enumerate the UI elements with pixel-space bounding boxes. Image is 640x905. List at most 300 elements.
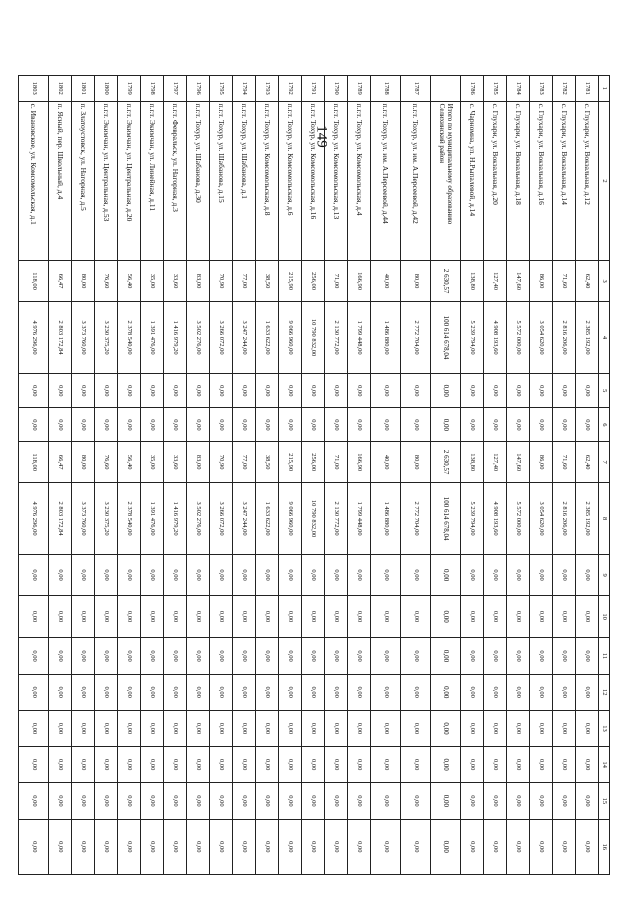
table-row: [256, 76, 279, 875]
value-cell: 0,00: [530, 819, 553, 875]
value-cell: 0,00: [461, 374, 484, 408]
value-cell: 3 230 375,20: [95, 482, 118, 554]
value-cell: 1 486 880,00: [371, 301, 401, 373]
value-cell: 0,00: [507, 555, 530, 595]
value-cell: 0,00: [576, 555, 599, 595]
value-cell: 0,00: [553, 638, 576, 674]
value-cell: 0,00: [256, 747, 279, 783]
value-cell: 0,00: [187, 374, 210, 408]
value-cell: 0,00: [348, 374, 371, 408]
value-cell: 0,00: [431, 783, 461, 819]
value-cell: 5 239 794,00: [461, 301, 484, 373]
value-cell: 0,00: [72, 408, 95, 442]
value-cell: 0,00: [302, 783, 325, 819]
value-cell: 0,00: [401, 408, 431, 442]
value-cell: 33,60: [164, 442, 187, 482]
table-row: [530, 76, 553, 875]
value-cell: 0,00: [431, 747, 461, 783]
value-cell: 0,00: [118, 674, 141, 710]
value-cell: 0,00: [141, 710, 164, 746]
row-index-cell: 1793: [256, 76, 279, 102]
value-cell: 0,00: [95, 374, 118, 408]
value-cell: 0,00: [401, 374, 431, 408]
value-cell: 0,00: [233, 595, 256, 638]
value-cell: 0,00: [210, 408, 233, 442]
value-cell: 0,00: [49, 638, 72, 674]
row-index-cell: 1799: [118, 76, 141, 102]
table-row: [141, 76, 164, 875]
value-cell: 0,00: [233, 819, 256, 875]
value-cell: 0,00: [348, 674, 371, 710]
value-cell: 0,00: [530, 638, 553, 674]
column-header: 15: [599, 783, 610, 819]
address-cell: с. Чарномна, ул. Н.Рыпалевой, д.14: [461, 101, 484, 261]
value-cell: 0,00: [484, 819, 507, 875]
value-cell: 0,00: [461, 638, 484, 674]
address-cell: п.г.т. Тохур, ул. Шабанова, д.15: [210, 101, 233, 261]
value-cell: 0,00: [164, 783, 187, 819]
value-cell: 0,00: [72, 747, 95, 783]
table-row: [279, 76, 302, 875]
value-cell: 0,00: [507, 408, 530, 442]
value-cell: 56,40: [118, 261, 141, 301]
address-cell: Итого по муниципальному образованию Селихинский район: [431, 101, 461, 261]
value-cell: 0,00: [49, 710, 72, 746]
value-cell: 0,00: [401, 819, 431, 875]
value-cell: 0,00: [279, 638, 302, 674]
value-cell: 0,00: [187, 408, 210, 442]
value-cell: 0,00: [576, 408, 599, 442]
value-cell: 0,00: [187, 555, 210, 595]
value-cell: 0,00: [431, 638, 461, 674]
value-cell: 138,80: [461, 442, 484, 482]
value-cell: 71,60: [553, 261, 576, 301]
value-cell: 0,00: [348, 819, 371, 875]
table-row: [118, 76, 141, 875]
column-header: 2: [599, 101, 610, 261]
value-cell: 0,00: [325, 374, 348, 408]
value-cell: 0,00: [49, 374, 72, 408]
address-cell: с. Глухари, ул. Вокзальная, д.16: [530, 101, 553, 261]
value-cell: 62,40: [576, 442, 599, 482]
address-cell: п.г.т. Тохур, ул. Комсомольская, д.16: [302, 101, 325, 261]
column-header: 13: [599, 710, 610, 746]
row-index-cell: 1787: [401, 76, 431, 102]
value-cell: 0,00: [72, 710, 95, 746]
table-row: [187, 76, 210, 875]
row-index-cell: 1791: [302, 76, 325, 102]
table-row: [431, 76, 461, 875]
value-cell: 0,00: [141, 783, 164, 819]
value-cell: 0,00: [530, 555, 553, 595]
value-cell: 0,00: [507, 710, 530, 746]
value-cell: 0,00: [302, 819, 325, 875]
row-index-cell: 1781: [576, 76, 599, 102]
value-cell: 0,00: [49, 555, 72, 595]
row-index-cell: 1800: [95, 76, 118, 102]
value-cell: 0,00: [72, 783, 95, 819]
table-row: [553, 76, 576, 875]
value-cell: 0,00: [256, 595, 279, 638]
value-cell: 0,00: [233, 747, 256, 783]
value-cell: 86,00: [530, 261, 553, 301]
value-cell: 0,00: [401, 555, 431, 595]
value-cell: 0,00: [371, 674, 401, 710]
column-header: 8: [599, 482, 610, 554]
value-cell: 0,00: [302, 674, 325, 710]
value-cell: 9 066 960,00: [279, 301, 302, 373]
value-cell: 1 416 979,20: [164, 482, 187, 554]
value-cell: 0,00: [553, 674, 576, 710]
value-cell: 0,00: [371, 555, 401, 595]
row-index-cell: 1783: [530, 76, 553, 102]
value-cell: 0,00: [348, 555, 371, 595]
row-index-cell: 1789: [348, 76, 371, 102]
value-cell: 0,00: [72, 638, 95, 674]
value-cell: 0,00: [507, 638, 530, 674]
value-cell: 0,00: [576, 595, 599, 638]
value-cell: 80,00: [401, 442, 431, 482]
value-cell: 0,00: [431, 819, 461, 875]
value-cell: 0,00: [141, 747, 164, 783]
value-cell: 0,00: [576, 747, 599, 783]
table-row: [484, 76, 507, 875]
address-cell: п.г.т. Тохур, ул. им. А.Персеевой, д.44: [371, 101, 401, 261]
table-row: [49, 76, 72, 875]
value-cell: 2 772 704,00: [401, 301, 431, 373]
value-cell: 0,00: [19, 783, 49, 819]
value-cell: 0,00: [530, 408, 553, 442]
value-cell: 0,00: [210, 674, 233, 710]
value-cell: 118,00: [19, 442, 49, 482]
value-cell: 0,00: [210, 374, 233, 408]
table-row: [371, 76, 401, 875]
housing-register-table: [18, 75, 610, 875]
address-cell: с. Глухари, ул. Вокзальная, д.12: [576, 101, 599, 261]
value-cell: 40,00: [371, 442, 401, 482]
address-cell: с. Глухари, ул. Вокзальная, д.14: [553, 101, 576, 261]
value-cell: 0,00: [431, 674, 461, 710]
value-cell: 0,00: [401, 783, 431, 819]
table-row: [72, 76, 95, 875]
address-cell: п.г.т. Экимчан, ул. Линейная, д.11: [141, 101, 164, 261]
value-cell: 2 385 192,00: [576, 482, 599, 554]
value-cell: 0,00: [164, 819, 187, 875]
value-cell: 0,00: [187, 819, 210, 875]
value-cell: 0,00: [141, 374, 164, 408]
value-cell: 0,00: [19, 595, 49, 638]
value-cell: 0,00: [553, 710, 576, 746]
value-cell: 4 976 296,00: [19, 482, 49, 554]
value-cell: 0,00: [348, 595, 371, 638]
value-cell: 0,00: [164, 747, 187, 783]
value-cell: 0,00: [576, 819, 599, 875]
value-cell: 0,00: [279, 747, 302, 783]
value-cell: 80,00: [72, 261, 95, 301]
value-cell: 0,00: [371, 374, 401, 408]
value-cell: 0,00: [279, 374, 302, 408]
row-index-cell: 1796: [187, 76, 210, 102]
value-cell: 3 247 244,00: [233, 482, 256, 554]
row-index-cell: 1790: [325, 76, 348, 102]
value-cell: 0,00: [371, 408, 401, 442]
value-cell: 256,00: [302, 261, 325, 301]
value-cell: 0,00: [461, 408, 484, 442]
value-cell: 0,00: [553, 374, 576, 408]
value-cell: 0,00: [141, 819, 164, 875]
value-cell: 0,00: [325, 710, 348, 746]
column-header: 9: [599, 555, 610, 595]
value-cell: 0,00: [164, 374, 187, 408]
table-row: [233, 76, 256, 875]
table-frame: [29, 75, 610, 875]
row-index-cell: 1788: [371, 76, 401, 102]
row-index-cell: [431, 76, 461, 102]
value-cell: 0,00: [530, 374, 553, 408]
value-cell: 2 378 540,00: [118, 301, 141, 373]
column-header: 4: [599, 301, 610, 373]
value-cell: 0,00: [302, 374, 325, 408]
address-cell: с. Глухари, ул. Вокзальная, д.18: [507, 101, 530, 261]
value-cell: 0,00: [484, 595, 507, 638]
address-cell: п.г.т. Тохур, ул. Шабанова, д.30: [187, 101, 210, 261]
column-header: 5: [599, 374, 610, 408]
table-row: [325, 76, 348, 875]
value-cell: 0,00: [95, 595, 118, 638]
value-cell: 1 799 448,00: [348, 482, 371, 554]
value-cell: 2 130 772,00: [325, 482, 348, 554]
value-cell: 0,00: [302, 408, 325, 442]
value-cell: 0,00: [72, 819, 95, 875]
value-cell: 0,00: [484, 638, 507, 674]
value-cell: 5 572 000,00: [507, 301, 530, 373]
value-cell: 0,00: [95, 783, 118, 819]
value-cell: 0,00: [484, 674, 507, 710]
value-cell: 3 266 072,00: [210, 482, 233, 554]
row-index-cell: 1792: [279, 76, 302, 102]
table-row: [164, 76, 187, 875]
value-cell: 0,00: [118, 595, 141, 638]
value-cell: 0,00: [279, 710, 302, 746]
value-cell: 0,00: [279, 408, 302, 442]
address-cell: с. Ивановское, ул. Комсомольская, д.1: [19, 101, 49, 261]
value-cell: 1 799 448,00: [348, 301, 371, 373]
value-cell: 71,00: [325, 261, 348, 301]
value-cell: 215,90: [279, 261, 302, 301]
value-cell: 0,00: [553, 819, 576, 875]
value-cell: 0,00: [325, 638, 348, 674]
value-cell: 0,00: [49, 783, 72, 819]
table-row: [210, 76, 233, 875]
value-cell: 5 572 000,00: [507, 482, 530, 554]
value-cell: 35,00: [141, 261, 164, 301]
value-cell: 0,00: [187, 638, 210, 674]
value-cell: 0,00: [233, 783, 256, 819]
value-cell: 40,00: [371, 261, 401, 301]
value-cell: 10 790 832,00: [302, 482, 325, 554]
value-cell: 127,40: [484, 442, 507, 482]
value-cell: 0,00: [256, 408, 279, 442]
value-cell: 2 803 172,84: [49, 301, 72, 373]
value-cell: 0,00: [95, 638, 118, 674]
value-cell: 0,00: [233, 555, 256, 595]
value-cell: 2 772 704,00: [401, 482, 431, 554]
value-cell: 100 614 678,04: [431, 482, 461, 554]
table-row: [302, 76, 325, 875]
value-cell: 2 630,57: [431, 442, 461, 482]
row-index-cell: 1797: [164, 76, 187, 102]
value-cell: 0,00: [348, 783, 371, 819]
value-cell: 127,40: [484, 261, 507, 301]
value-cell: 2 816 206,00: [553, 301, 576, 373]
value-cell: 3 266 072,00: [210, 301, 233, 373]
value-cell: 0,00: [401, 638, 431, 674]
row-index-cell: 1798: [141, 76, 164, 102]
value-cell: 0,00: [210, 555, 233, 595]
value-cell: 0,00: [461, 555, 484, 595]
value-cell: 0,00: [95, 747, 118, 783]
value-cell: 0,00: [118, 638, 141, 674]
value-cell: 0,00: [279, 595, 302, 638]
value-cell: 0,00: [164, 408, 187, 442]
value-cell: 0,00: [164, 710, 187, 746]
column-header: 14: [599, 747, 610, 783]
row-index-cell: 1785: [484, 76, 507, 102]
value-cell: 0,00: [325, 819, 348, 875]
row-index-cell: 1802: [49, 76, 72, 102]
column-header: 10: [599, 595, 610, 638]
value-cell: 0,00: [49, 408, 72, 442]
address-cell: п.г.т. Экимчан, ул. Центральная, д.20: [118, 101, 141, 261]
value-cell: 0,00: [553, 747, 576, 783]
value-cell: 0,00: [19, 710, 49, 746]
address-cell: п.г.т. Тохур, ул. им. А.Персеевой, д.42: [401, 101, 431, 261]
value-cell: 0,00: [484, 555, 507, 595]
value-cell: 215,90: [279, 442, 302, 482]
row-index-cell: 1786: [461, 76, 484, 102]
value-cell: 0,00: [371, 638, 401, 674]
value-cell: 0,00: [118, 555, 141, 595]
value-cell: 0,00: [19, 674, 49, 710]
value-cell: 0,00: [302, 555, 325, 595]
value-cell: 0,00: [279, 819, 302, 875]
value-cell: 0,00: [401, 595, 431, 638]
value-cell: 0,00: [302, 747, 325, 783]
value-cell: 0,00: [507, 747, 530, 783]
value-cell: 2 130 772,00: [325, 301, 348, 373]
value-cell: 0,00: [348, 638, 371, 674]
value-cell: 256,00: [302, 442, 325, 482]
value-cell: 147,60: [507, 261, 530, 301]
value-cell: 0,00: [371, 595, 401, 638]
value-cell: 2 816 206,00: [553, 482, 576, 554]
value-cell: 0,00: [118, 408, 141, 442]
value-cell: 147,60: [507, 442, 530, 482]
column-header: 12: [599, 674, 610, 710]
value-cell: 0,00: [484, 783, 507, 819]
value-cell: 0,00: [401, 674, 431, 710]
value-cell: 3 502 276,00: [187, 301, 210, 373]
table-body: [19, 76, 599, 875]
value-cell: 0,00: [141, 595, 164, 638]
value-cell: 1 391 476,00: [141, 482, 164, 554]
value-cell: 1 416 979,20: [164, 301, 187, 373]
value-cell: 166,90: [348, 261, 371, 301]
value-cell: 0,00: [302, 638, 325, 674]
value-cell: 0,00: [507, 674, 530, 710]
value-cell: 76,60: [95, 261, 118, 301]
value-cell: 33,60: [164, 261, 187, 301]
value-cell: 0,00: [19, 374, 49, 408]
value-cell: 0,00: [507, 819, 530, 875]
value-cell: 0,00: [461, 674, 484, 710]
value-cell: 0,00: [461, 595, 484, 638]
value-cell: 0,00: [256, 783, 279, 819]
value-cell: 80,00: [401, 261, 431, 301]
value-cell: 0,00: [371, 819, 401, 875]
value-cell: 77,00: [233, 261, 256, 301]
value-cell: 0,00: [431, 595, 461, 638]
value-cell: 0,00: [461, 710, 484, 746]
value-cell: 0,00: [325, 674, 348, 710]
column-header: 1: [599, 76, 610, 102]
value-cell: 100 614 678,04: [431, 301, 461, 373]
value-cell: 0,00: [256, 374, 279, 408]
column-header: 11: [599, 638, 610, 674]
value-cell: 0,00: [118, 710, 141, 746]
value-cell: 0,00: [461, 819, 484, 875]
value-cell: 2 385 192,00: [576, 301, 599, 373]
value-cell: 66,47: [49, 442, 72, 482]
value-cell: 0,00: [461, 783, 484, 819]
value-cell: 66,47: [49, 261, 72, 301]
value-cell: 0,00: [576, 783, 599, 819]
value-cell: 0,00: [371, 783, 401, 819]
value-cell: 138,80: [461, 261, 484, 301]
value-cell: 0,00: [210, 595, 233, 638]
value-cell: 10 790 832,00: [302, 301, 325, 373]
address-cell: п.г.т. Тохур, ул. Комсомольская, д.6: [279, 101, 302, 261]
value-cell: 0,00: [530, 747, 553, 783]
column-header: 7: [599, 442, 610, 482]
value-cell: 0,00: [530, 595, 553, 638]
value-cell: 3 373 760,00: [72, 301, 95, 373]
value-cell: 0,00: [118, 819, 141, 875]
value-cell: 2 803 172,84: [49, 482, 72, 554]
value-cell: 0,00: [401, 710, 431, 746]
value-cell: 0,00: [431, 408, 461, 442]
value-cell: 0,00: [95, 408, 118, 442]
value-cell: 0,00: [187, 747, 210, 783]
table-row: [401, 76, 431, 875]
value-cell: 1 633 622,00: [256, 482, 279, 554]
value-cell: 83,00: [187, 442, 210, 482]
value-cell: 0,00: [576, 710, 599, 746]
address-cell: п.г.т. Тохур, ул. Шабанова, д.1: [233, 101, 256, 261]
value-cell: 0,00: [164, 638, 187, 674]
value-cell: 0,00: [431, 710, 461, 746]
value-cell: 0,00: [279, 674, 302, 710]
column-header: 6: [599, 408, 610, 442]
value-cell: 0,00: [553, 595, 576, 638]
column-header: 16: [599, 819, 610, 875]
value-cell: 5 239 794,00: [461, 482, 484, 554]
value-cell: 0,00: [233, 638, 256, 674]
row-index-cell: 1801: [72, 76, 95, 102]
value-cell: 35,00: [141, 442, 164, 482]
value-cell: 0,00: [302, 710, 325, 746]
value-cell: 0,00: [256, 638, 279, 674]
